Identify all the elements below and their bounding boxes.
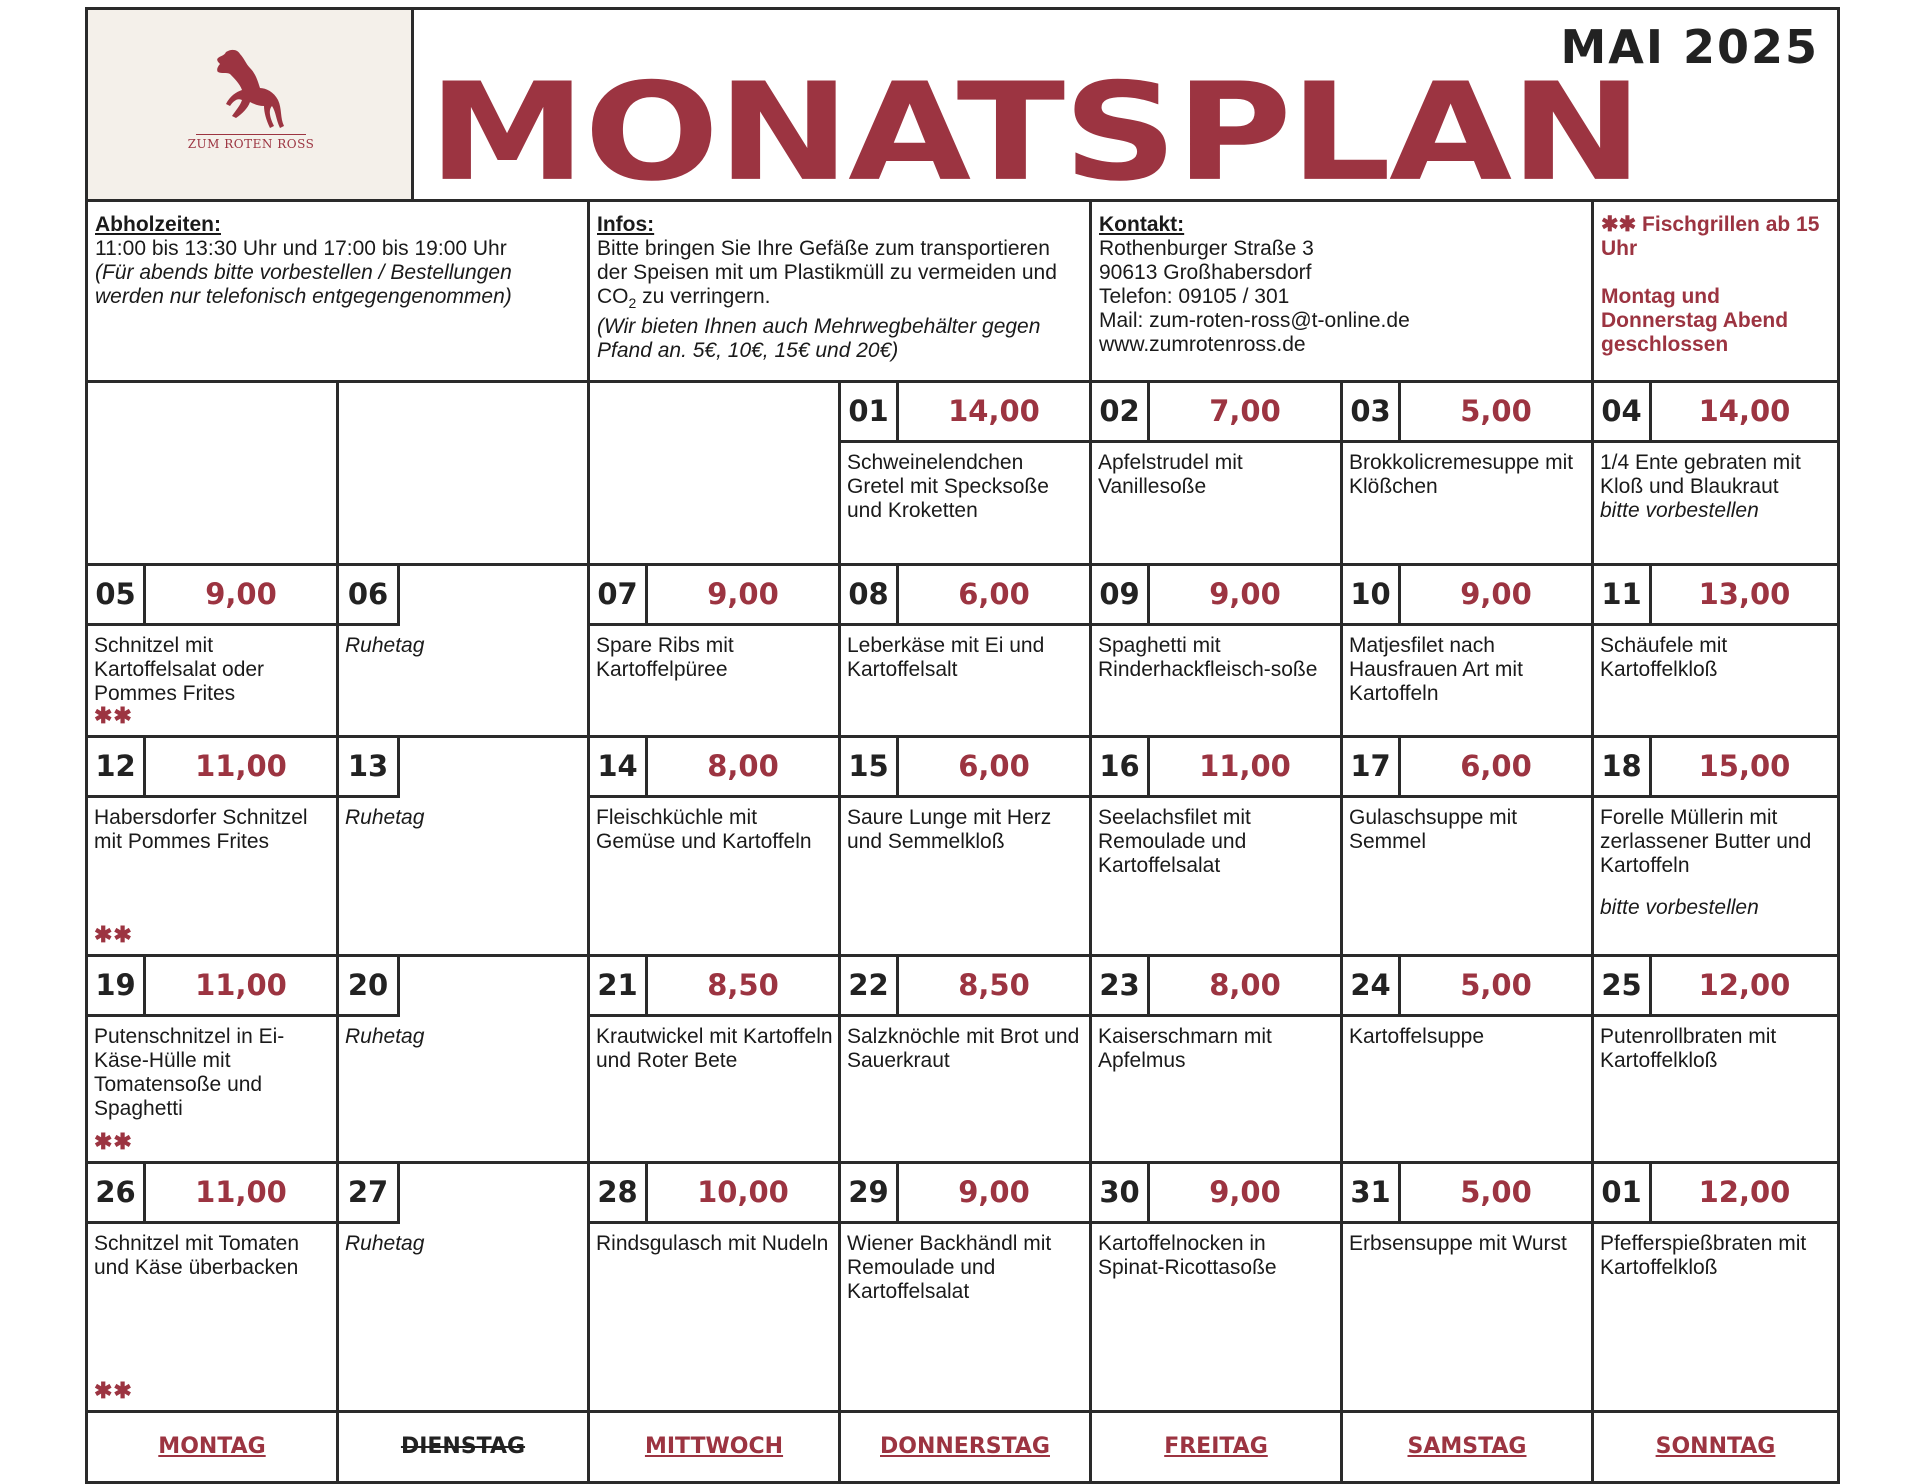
day-number: 31 [1343, 1164, 1401, 1221]
day-menu [1098, 1025, 1336, 1073]
day-number: 03 [1343, 383, 1401, 440]
fish-grill-marker: ✱✱ [94, 1129, 133, 1154]
day-header [841, 1164, 1089, 1224]
day-menu [94, 634, 332, 728]
day-header [1343, 383, 1591, 443]
contact-street: Rothenburger Straße 3 [1099, 237, 1314, 260]
day-price: 9,00 [1209, 577, 1281, 611]
day-number: 22 [841, 957, 899, 1014]
dish-name: Spaghetti mit Rinderhackfleisch-soße [1098, 634, 1318, 681]
day-cell [339, 957, 590, 1161]
day-header [88, 566, 336, 626]
day-header [1343, 1164, 1591, 1224]
day-cell [841, 738, 1092, 954]
day-cell [1343, 1164, 1594, 1410]
day-menu [1349, 1025, 1587, 1049]
day-cell [1092, 957, 1343, 1161]
day-number: 01 [1594, 1164, 1652, 1221]
infos-note: (Wir bieten Ihnen auch Mehrwegbehälter gegen Pfand an. 5€, 10€, 15€ und 20€) [597, 315, 1041, 363]
day-number: 26 [88, 1164, 146, 1221]
day-price: 9,00 [1460, 577, 1532, 611]
dish-name: Kaiserschmarn mit Apfelmus [1098, 1025, 1272, 1072]
day-cell [1343, 566, 1594, 735]
pickup-heading: Abholzeiten: [95, 213, 221, 236]
rest-day-label: Ruhetag [345, 1232, 425, 1255]
day-number: 16 [1092, 738, 1150, 795]
day-number: 23 [1092, 957, 1150, 1014]
day-cell [1343, 957, 1594, 1161]
dish-name: Krautwickel mit Kartoffeln und Roter Bete [596, 1025, 833, 1072]
day-price: 6,00 [958, 577, 1030, 611]
day-number: 29 [841, 1164, 899, 1221]
day-number: 20 [347, 968, 389, 1002]
closed-notice: Montag und Donnerstag Abend geschlossen [1601, 285, 1789, 356]
day-number: 18 [1594, 738, 1652, 795]
pickup-hours: 11:00 bis 13:30 Uhr und 17:00 bis 19:00 Uhr [95, 237, 507, 260]
dish-name: Spare Ribs mit Kartoffelpüree [596, 634, 734, 681]
preorder-note: bitte vorbestellen [1600, 499, 1759, 522]
day-header [88, 957, 336, 1017]
day-price: 9,00 [707, 577, 779, 611]
day-price: 8,00 [1209, 968, 1281, 1002]
day-number: 07 [590, 566, 648, 623]
day-number: 28 [590, 1164, 648, 1221]
day-menu [1098, 1232, 1336, 1280]
day-number: 10 [1343, 566, 1401, 623]
week-row [88, 957, 1837, 1164]
day-cell [88, 1164, 339, 1410]
fish-grill-marker: ✱✱ [94, 703, 133, 728]
day-price: 8,50 [958, 968, 1030, 1002]
contact-phone: Telefon: 09105 / 301 [1099, 285, 1290, 308]
day-menu [1349, 1232, 1587, 1256]
day-cell [590, 566, 841, 735]
dish-name: Wiener Backhändl mit Remoulade und Kartoffelsalat [847, 1232, 1052, 1303]
day-cell [1343, 383, 1594, 563]
day-cell [1343, 738, 1594, 954]
info-row [88, 202, 1837, 383]
day-menu [94, 806, 332, 947]
weekday-label: SAMSTAG [1343, 1413, 1594, 1481]
day-price: 5,00 [1460, 394, 1532, 428]
week-row [88, 1164, 1837, 1413]
day-price: 7,00 [1209, 394, 1281, 428]
dish-name: Matjesfilet nach Hausfrauen Art mit Kartoffeln [1349, 634, 1523, 705]
day-header [88, 738, 336, 798]
day-number: 14 [590, 738, 648, 795]
day-number: 25 [1594, 957, 1652, 1014]
day-cell [590, 957, 841, 1161]
day-header [1594, 957, 1837, 1017]
dish-name: Schäufele mit Kartoffelkloß [1600, 634, 1728, 681]
day-menu [1098, 806, 1336, 878]
day-header [1092, 1164, 1340, 1224]
day-cell [590, 1164, 841, 1410]
dish-name: 1/4 Ente gebraten mit Kloß und Blaukraut [1600, 451, 1801, 498]
day-header [88, 1164, 336, 1224]
infos-text: Bitte bringen Sie Ihre Gefäße zum transportieren der Speisen mit um Plastikmüll zu vermeiden und $CO_2$ zu verringern. [597, 237, 1057, 312]
day-price: 6,00 [958, 749, 1030, 783]
day-number: 09 [1092, 566, 1150, 623]
day-price: 9,00 [958, 1175, 1030, 1209]
day-number: 12 [88, 738, 146, 795]
day-number: 11 [1594, 566, 1652, 623]
dish-name: Seelachsfilet mit Remoulade und Kartoffelsalat [1098, 806, 1251, 877]
day-cell [88, 738, 339, 954]
dish-name: Habersdorfer Schnitzel mit Pommes Frites [94, 806, 308, 853]
contact-mail[interactable]: Mail: zum-roten-ross@t-online.de [1099, 309, 1410, 332]
day-menu [345, 1025, 583, 1049]
dish-name: Kartoffelsuppe [1349, 1025, 1485, 1048]
day-menu [847, 1232, 1085, 1304]
contact-city: 90613 Großhabersdorf [1099, 261, 1312, 284]
weekday-label: DIENSTAG [339, 1413, 590, 1481]
dish-name: Schweinelendchen Gretel mit Specksoße und Kroketten [847, 451, 1049, 522]
day-menu [1098, 451, 1336, 499]
horse-icon [188, 48, 314, 134]
day-menu [596, 1025, 834, 1073]
day-price: 8,00 [707, 749, 779, 783]
dish-name: Putenschnitzel in Ei-Käse-Hülle mit Tomatensoße und Spaghetti [94, 1025, 285, 1120]
day-price: 11,00 [195, 749, 287, 783]
week-row [88, 566, 1837, 738]
rest-day-label: Ruhetag [345, 1025, 425, 1048]
day-header [1343, 738, 1591, 798]
day-price: 15,00 [1698, 749, 1791, 783]
day-price: 6,00 [1460, 749, 1532, 783]
day-header [1092, 957, 1340, 1017]
day-menu [345, 806, 583, 830]
week-row [88, 738, 1837, 957]
dish-name: Apfelstrudel mit Vanillesoße [1098, 451, 1243, 498]
day-menu [847, 451, 1085, 523]
day-cell [339, 566, 590, 735]
day-cell [1092, 1164, 1343, 1410]
day-number: 13 [347, 749, 389, 783]
day-header [1594, 566, 1837, 626]
preorder-note: bitte vorbestellen [1600, 896, 1759, 919]
day-menu [345, 1232, 583, 1256]
day-cell [841, 383, 1092, 563]
day-menu [1349, 634, 1587, 706]
day-header [1594, 383, 1837, 443]
contact-web[interactable]: www.zumrotenross.de [1099, 333, 1306, 356]
day-number: 24 [1343, 957, 1401, 1014]
day-number: 08 [841, 566, 899, 623]
weekday-label: MONTAG [88, 1413, 339, 1481]
day-cell [1594, 738, 1837, 954]
dish-name: Leberkäse mit Ei und Kartoffelsalt [847, 634, 1045, 681]
day-menu [1600, 1025, 1833, 1073]
day-menu [345, 634, 583, 658]
contact [1092, 202, 1594, 380]
day-price: 9,00 [205, 577, 277, 611]
empty-day-cell [339, 383, 590, 563]
dish-name: Pfefferspießbraten mit Kartoffelkloß [1600, 1232, 1807, 1279]
day-cell [1594, 566, 1837, 735]
dish-name: Salzknöchle mit Brot und Sauerkraut [847, 1025, 1080, 1072]
logo-underline [196, 134, 306, 135]
day-header [590, 1164, 838, 1224]
day-price: 11,00 [195, 1175, 287, 1209]
infos [590, 202, 1092, 380]
day-header [1594, 1164, 1837, 1224]
day-header [841, 383, 1089, 443]
day-cell [590, 738, 841, 954]
logo-text: ZUM ROTEN ROSS [187, 137, 315, 151]
day-header [590, 738, 838, 798]
day-menu [1600, 451, 1833, 523]
day-price: 11,00 [195, 968, 287, 1002]
pickup-note: (Für abends bitte vorbestellen / Bestellungen werden nur telefonisch entgegengenommen) [95, 261, 512, 308]
day-cell [1092, 738, 1343, 954]
fish-grill-marker: ✱✱ [94, 1378, 133, 1403]
weekday-label: FREITAG [1092, 1413, 1343, 1481]
day-number: 30 [1092, 1164, 1150, 1221]
day-header [841, 738, 1089, 798]
day-header [590, 957, 838, 1017]
day-menu [1600, 634, 1833, 682]
day-number: 19 [88, 957, 146, 1014]
day-price: 10,00 [697, 1175, 789, 1209]
empty-day-cell [590, 383, 841, 563]
restaurant-logo [88, 10, 414, 199]
day-cell [1092, 383, 1343, 563]
day-price: 5,00 [1460, 1175, 1532, 1209]
day-header [590, 566, 838, 626]
header [88, 10, 1837, 212]
day-number: 21 [590, 957, 648, 1014]
day-cell [841, 957, 1092, 1161]
dish-name: Saure Lunge mit Herz und Semmelkloß [847, 806, 1052, 853]
day-menu [596, 1232, 834, 1256]
day-price: 5,00 [1460, 968, 1532, 1002]
contact-heading: Kontakt: [1099, 213, 1185, 236]
day-header [841, 566, 1089, 626]
day-number: 15 [841, 738, 899, 795]
page-title: MONATSPLAN [428, 54, 1641, 212]
day-menu [1349, 806, 1587, 854]
day-menu [94, 1232, 332, 1403]
dish-name: Schnitzel mit Tomaten und Käse überbacken [94, 1232, 300, 1279]
day-menu [1600, 806, 1833, 920]
day-menu [596, 806, 834, 854]
day-number: 01 [841, 383, 899, 440]
day-menu [847, 634, 1085, 682]
day-number: 04 [1594, 383, 1652, 440]
rest-day-label: Ruhetag [345, 806, 425, 829]
weekday-label: DONNERSTAG [841, 1413, 1092, 1481]
day-cell [339, 1164, 590, 1410]
dish-name: Fleischküchle mit Gemüse und Kartoffeln [596, 806, 812, 853]
day-header [339, 957, 400, 1017]
month-year: MAI 2025 [1560, 20, 1819, 74]
week-row [88, 383, 1837, 566]
day-header [339, 1164, 400, 1224]
dish-name: Forelle Müllerin mit zerlassener Butter und Kartoffeln [1600, 806, 1812, 877]
day-header [1092, 566, 1340, 626]
day-cell [841, 1164, 1092, 1410]
day-cell [88, 957, 339, 1161]
dish-name: Putenrollbraten mit Kartoffelkloß [1600, 1025, 1777, 1072]
dish-name: Kartoffelnocken in Spinat-Ricottasoße [1098, 1232, 1277, 1279]
day-number: 05 [88, 566, 146, 623]
dish-name: Gulaschsuppe mit Semmel [1349, 806, 1518, 853]
day-price: 14,00 [948, 394, 1040, 428]
menu-calendar-page [85, 7, 1840, 1484]
day-header [841, 957, 1089, 1017]
empty-day-cell [88, 383, 339, 563]
pickup-times [88, 202, 590, 380]
day-cell [1594, 957, 1837, 1161]
day-number: 17 [1343, 738, 1401, 795]
notice [1594, 202, 1837, 380]
day-menu [847, 1025, 1085, 1073]
weekday-label: SONNTAG [1655, 1434, 1776, 1459]
day-header [339, 738, 400, 798]
day-number: 06 [347, 577, 389, 611]
rest-day-label: Ruhetag [345, 634, 425, 657]
day-price: 13,00 [1698, 577, 1791, 611]
dish-name: Schnitzel mit Kartoffelsalat oder Pommes Frites [94, 634, 265, 705]
fish-grill-notice: ✱✱ Fischgrillen ab 15 Uhr [1601, 213, 1820, 260]
day-menu [847, 806, 1085, 854]
day-header [1343, 957, 1591, 1017]
day-price: 11,00 [1199, 749, 1291, 783]
dish-name: Rindsgulasch mit Nudeln [596, 1232, 829, 1255]
day-price: 9,00 [1209, 1175, 1281, 1209]
dish-name: Brokkolicremesuppe mit Klößchen [1349, 451, 1574, 498]
day-cell [841, 566, 1092, 735]
day-header [1092, 383, 1340, 443]
day-price: 14,00 [1698, 394, 1791, 428]
day-header [1343, 566, 1591, 626]
infos-heading: Infos: [597, 213, 655, 236]
day-menu [596, 634, 834, 682]
day-header [339, 566, 400, 626]
day-header [1594, 738, 1837, 798]
weekday-row [88, 1413, 1837, 1481]
day-cell [1594, 383, 1837, 563]
day-menu [94, 1025, 332, 1154]
day-price: 8,50 [707, 968, 779, 1002]
day-number: 02 [1092, 383, 1150, 440]
day-cell [88, 566, 339, 735]
day-number: 27 [347, 1175, 389, 1209]
day-price: 12,00 [1698, 1175, 1791, 1209]
weekday-label: MITTWOCH [590, 1413, 841, 1481]
dish-name: Erbsensuppe mit Wurst [1349, 1232, 1567, 1255]
day-menu [1349, 451, 1587, 499]
day-menu [1600, 1232, 1833, 1280]
day-menu [1098, 634, 1336, 682]
day-cell [1092, 566, 1343, 735]
fish-grill-marker: ✱✱ [94, 922, 133, 947]
day-header [1092, 738, 1340, 798]
day-price: 12,00 [1698, 968, 1791, 1002]
day-cell [1594, 1164, 1837, 1410]
day-cell [339, 738, 590, 954]
